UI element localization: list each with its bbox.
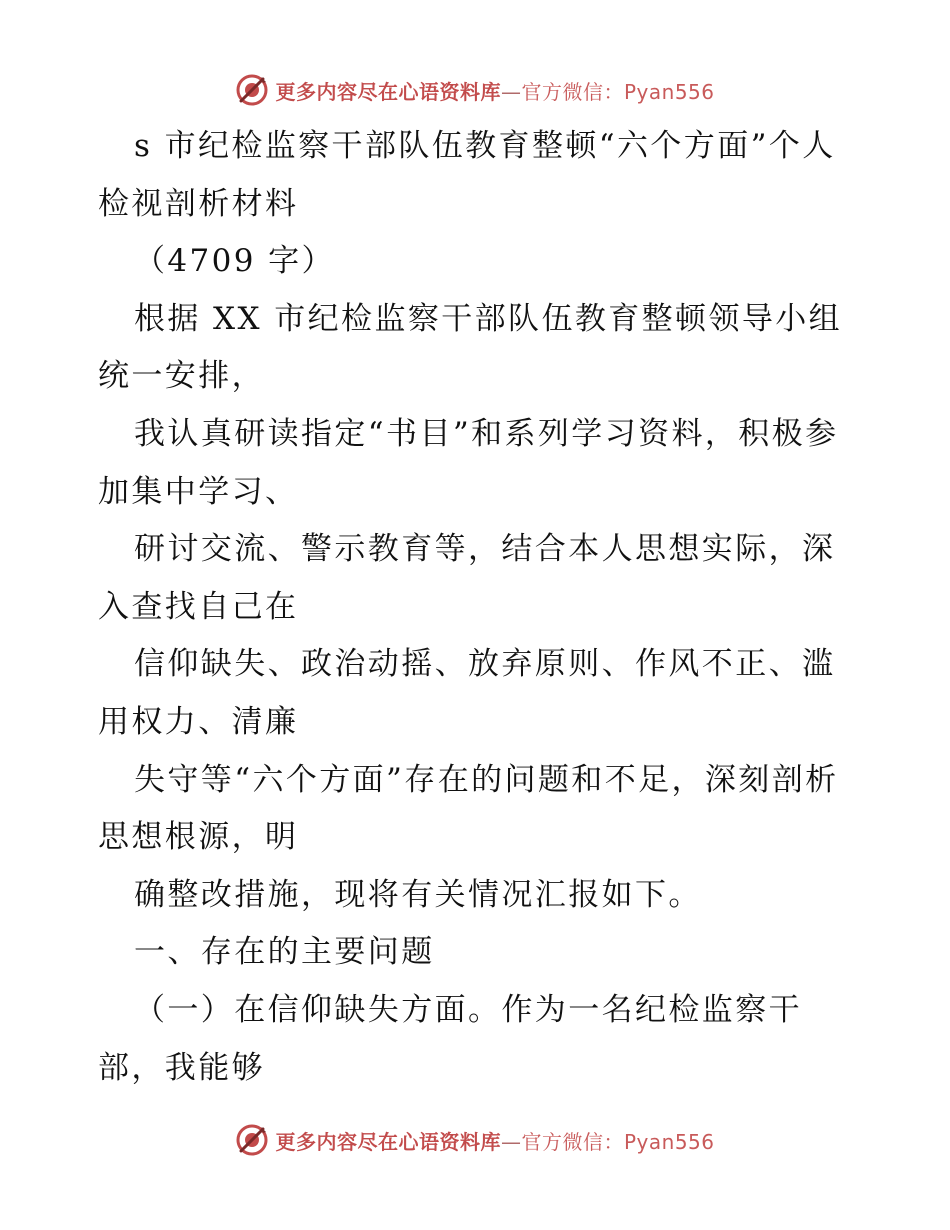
paragraph: 根据 XX 市纪检监察干部队伍教育整顿领导小组统一安排， — [98, 300, 843, 395]
paragraph: 我认真研读指定“书目”和系列学习资料，积极参加集中学习、 — [98, 415, 839, 510]
paragraph: 信仰缺失、政治动摇、放弃原则、作风不正、滥用权力、清廉 — [98, 646, 836, 740]
paragraph: 研讨交流、警示教育等，结合本人思想实际，深入查找自己在 — [98, 531, 836, 625]
paragraph: 确整改措施，现将有关情况汇报如下。 — [134, 876, 702, 913]
word-count: （4709 字） — [134, 243, 335, 280]
watermark-account: Pyan556 — [623, 79, 715, 104]
footer-watermark — [0, 1120, 950, 1160]
watermark-account: Pyan556 — [623, 1129, 715, 1154]
pen-logo-icon — [235, 73, 269, 107]
watermark-separator: — — [500, 79, 522, 104]
header-watermark — [0, 70, 950, 110]
section-heading: 一、存在的主要问题 — [134, 934, 435, 971]
paragraph: 失守等“六个方面”存在的问题和不足，深刻剖析思想根源，明 — [98, 761, 839, 856]
pen-logo-icon — [235, 1123, 269, 1157]
watermark-separator: — — [500, 1129, 522, 1154]
watermark-label: 官方微信： — [521, 79, 624, 104]
watermark-brand: 更多内容尽在心语资料库 — [275, 79, 501, 104]
document-title: s 市纪检监察干部队伍教育整顿“六个方面”个人检视剖析材料 — [98, 128, 836, 222]
watermark-text — [275, 76, 714, 105]
subsection-paragraph: （一）在信仰缺失方面。作为一名纪检监察干部，我能够 — [98, 991, 802, 1086]
document-body — [98, 118, 858, 1097]
watermark-brand: 更多内容尽在心语资料库 — [275, 1129, 501, 1154]
watermark-label: 官方微信： — [521, 1129, 624, 1154]
watermark-text — [275, 1126, 714, 1155]
